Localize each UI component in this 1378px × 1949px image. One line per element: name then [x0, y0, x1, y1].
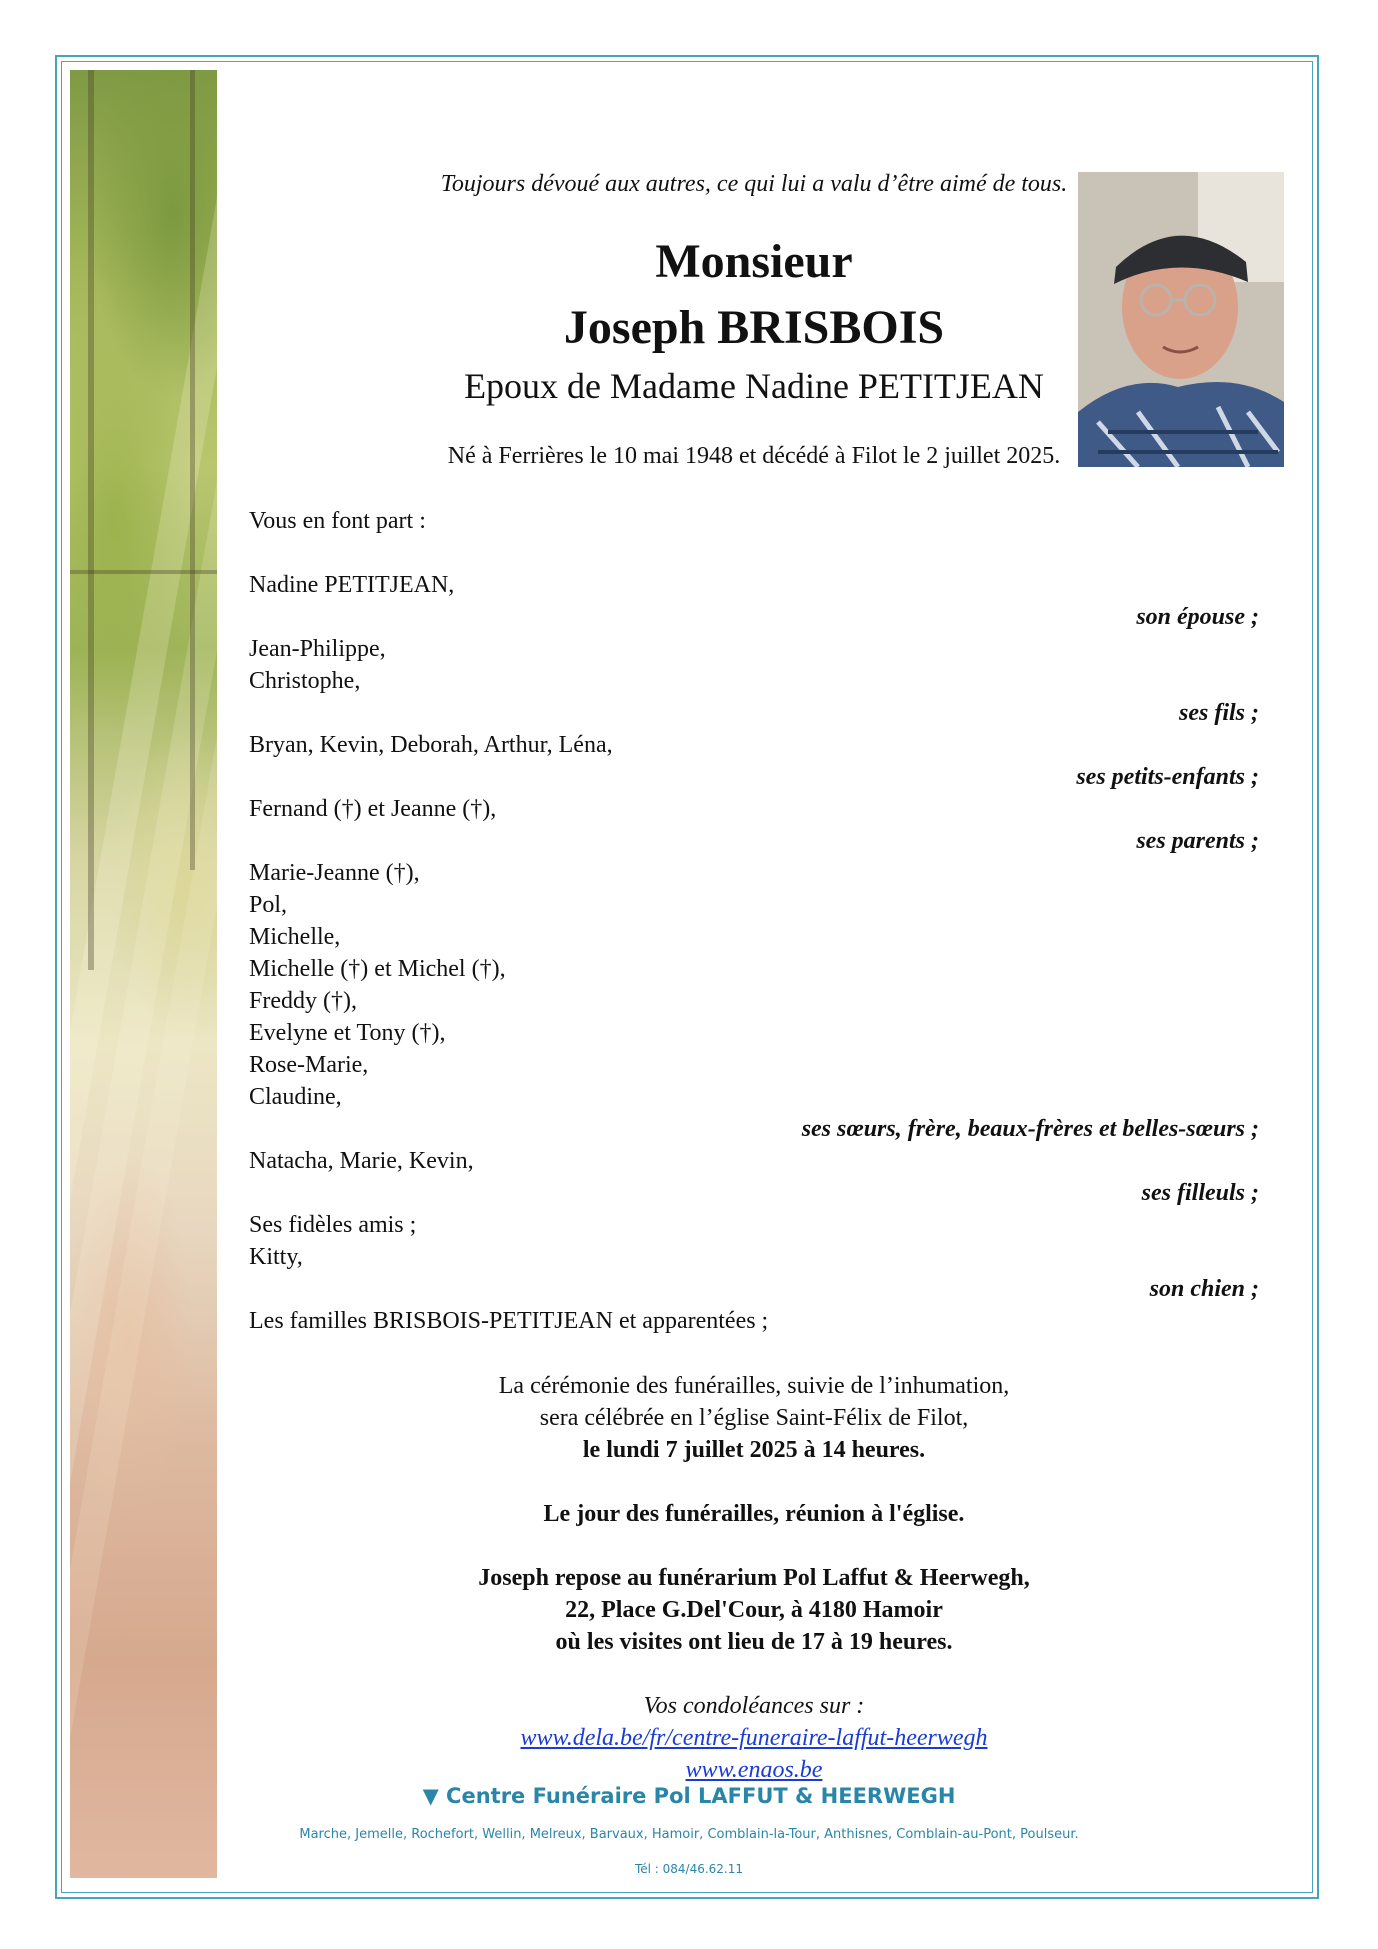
family-relation: son chien ; [1149, 1276, 1259, 1302]
birth-death-line: Né à Ferrières le 10 mai 1948 et décédé à Filot le 2 juillet 2025. [447, 443, 1061, 469]
family-relation: ses parents ; [1136, 828, 1259, 854]
family-relation: ses petits-enfants ; [1076, 764, 1259, 790]
condolences-link-dela[interactable]: www.dela.be/fr/centre-funeraire-laffut-heerwegh [520, 1725, 988, 1751]
family-member-name: Claudine, [249, 1084, 342, 1110]
family-member-name: Michelle, [249, 924, 341, 950]
family-relation: son épouse ; [1136, 604, 1259, 630]
title: Monsieur [655, 235, 853, 288]
family-relation: ses filleuls ; [1141, 1180, 1259, 1206]
family-member-name: Evelyne et Tony (†), [249, 1020, 446, 1046]
forest-path-image [70, 70, 217, 1878]
family-member-name: Nadine PETITJEAN, [249, 572, 455, 598]
funeral-home-towns: Marche, Jemelle, Rochefort, Wellin, Melreux, Barvaux, Hamoir, Comblain-la-Tour, Anthisnes, Comblain-au-Pont, Poulseur. [299, 1827, 1079, 1842]
ceremony-line-3: le lundi 7 juillet 2025 à 14 heures. [582, 1437, 926, 1463]
ceremony-line-2: sera célébrée en l’église Saint-Félix de Filot, [539, 1405, 969, 1431]
family-member-name: Bryan, Kevin, Deborah, Arthur, Léna, [249, 732, 613, 758]
condolences-link-enaos[interactable]: www.enaos.be [685, 1757, 823, 1783]
family-member-name: Christophe, [249, 668, 361, 694]
deceased-name: Joseph BRISBOIS [563, 301, 945, 354]
family-member-name: Rose-Marie, [249, 1052, 369, 1078]
rest-line-3: où les visites ont lieu de 17 à 19 heures. [555, 1629, 953, 1655]
family-member-name: Natacha, Marie, Kevin, [249, 1148, 474, 1174]
family-member-name: Michelle (†) et Michel (†), [249, 956, 506, 982]
ceremony-line-1: La cérémonie des funérailles, suivie de l’inhumation, [498, 1373, 1010, 1399]
funeral-home-title [0, 1784, 1378, 1808]
epigraph: Toujours dévoué aux autres, ce qui lui a valu d’être aimé de tous. [440, 171, 1068, 197]
family-member-name: Pol, [249, 892, 288, 918]
family-member-name: Freddy (†), [249, 988, 357, 1014]
family-member-name: Fernand (†) et Jeanne (†), [249, 796, 497, 822]
family-relation: ses fils ; [1179, 700, 1259, 726]
intro-line: Vous en font part : [249, 508, 426, 534]
family-member-name: Jean-Philippe, [249, 636, 386, 662]
family-member-name: Kitty, [249, 1244, 303, 1270]
condolences-label: Vos condoléances sur : [643, 1693, 865, 1719]
families-line: Les familles BRISBOIS-PETITJEAN et apparentées ; [249, 1308, 769, 1334]
family-relation: ses sœurs, frère, beaux-frères et belles-sœurs ; [801, 1116, 1259, 1142]
triangle-down-icon: ▼ [422, 1784, 439, 1808]
rest-line-2: 22, Place G.Del'Cour, à 4180 Hamoir [565, 1597, 943, 1623]
rest-line-1: Joseph repose au funérarium Pol Laffut & Heerwegh, [478, 1565, 1030, 1591]
funeral-home-name: Centre Funéraire Pol LAFFUT & HEERWEGH [446, 1784, 956, 1808]
meeting-line: Le jour des funérailles, réunion à l'église. [543, 1501, 965, 1527]
family-member-name: Ses fidèles amis ; [249, 1212, 417, 1238]
funeral-home-phone: Tél : 084/46.62.11 [634, 1862, 744, 1876]
spouse-line: Epoux de Madame Nadine PETITJEAN [464, 366, 1044, 406]
family-member-name: Marie-Jeanne (†), [249, 860, 420, 886]
